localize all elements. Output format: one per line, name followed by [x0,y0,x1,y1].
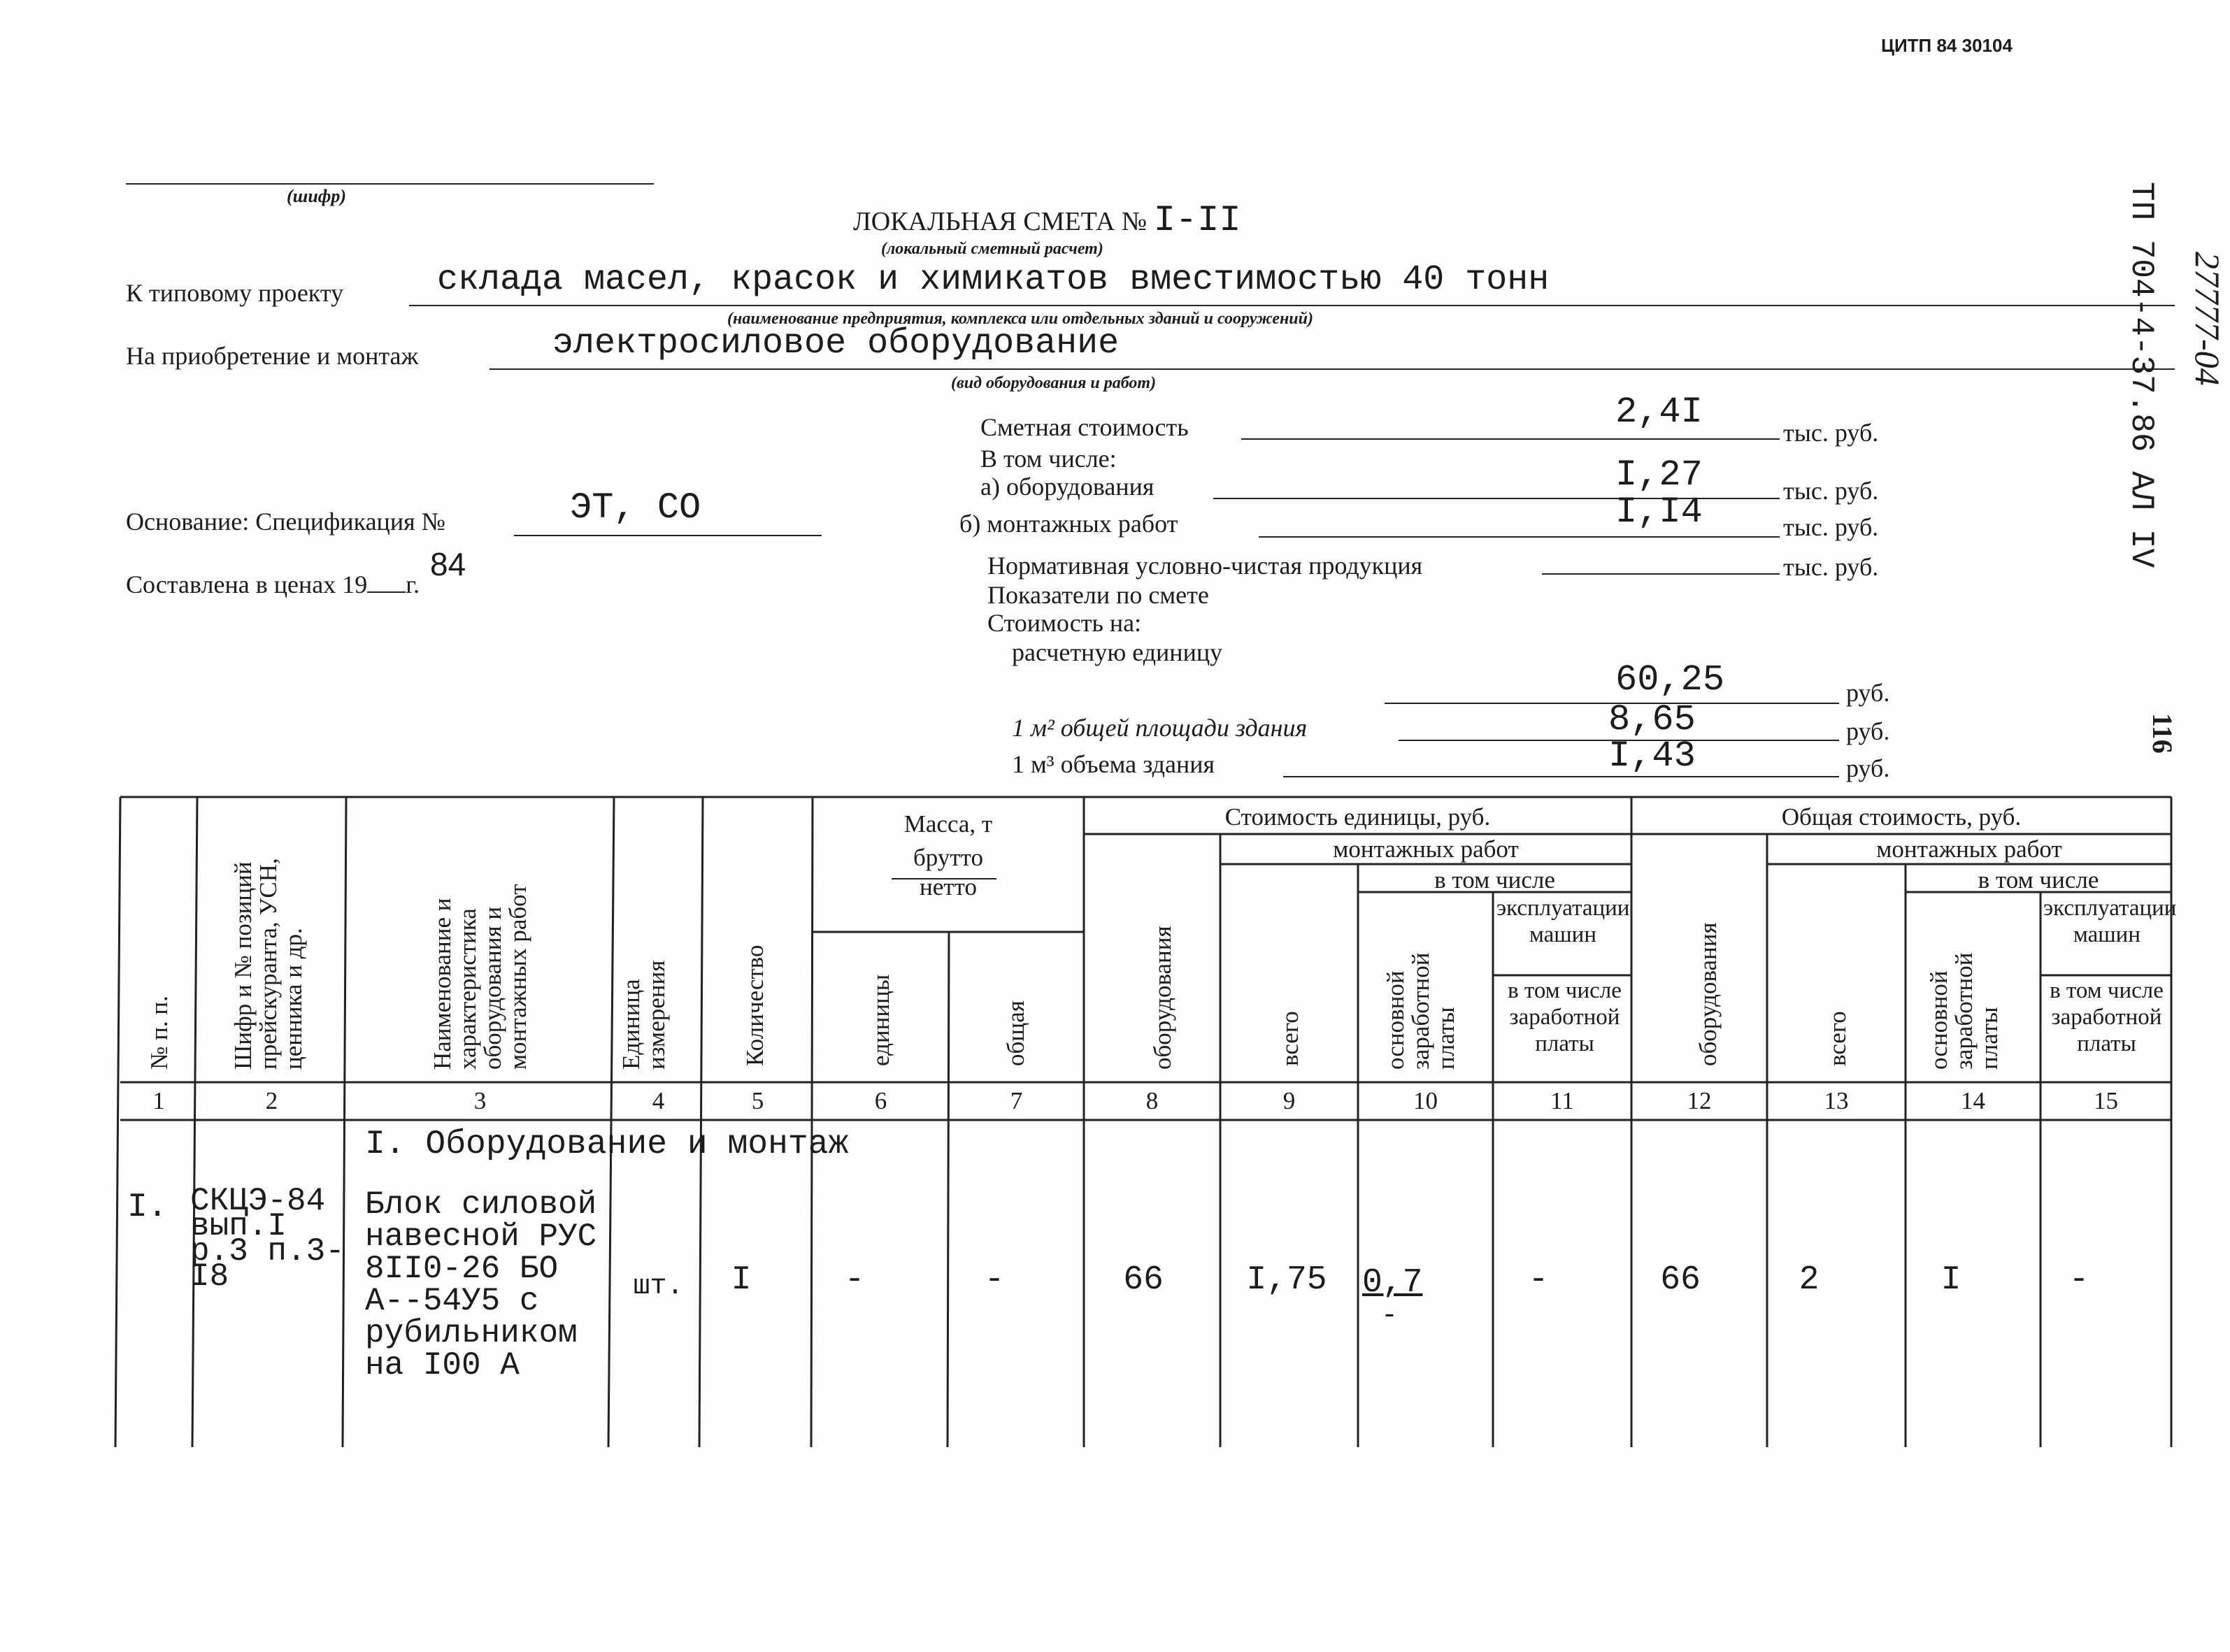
header-total-cost: Общая стоимость, руб. [1781,803,2022,831]
col-num: 5 [751,1087,764,1114]
basis-value: ЭТ, СО [570,487,701,529]
col-num: 9 [1282,1087,1296,1114]
header-c3: Наименование и характеристика оборудования и монтажных работ [429,884,531,1070]
header-total-install: монтажных работ [1876,835,2062,863]
purchase-value: электросиловое оборудование [552,324,1120,364]
row-total-wage: I [1940,1261,1961,1299]
volume-label: 1 м³ объема здания [1012,750,1215,778]
project-value: склада масел, красок и химикатов вместимостью 40 тонн [437,260,1550,300]
equipment-value: I,27 [1615,454,1703,496]
row-unit-install: I,75 [1246,1261,1327,1299]
header-c1: № п. п. [145,996,173,1070]
header-c5: Количество [741,944,769,1066]
row-total-equip: 66 [1660,1261,1701,1299]
purchase-label: На приобретение и монтаж [126,342,419,370]
col-num: 15 [2094,1087,2118,1114]
title-prefix: ЛОКАЛЬНАЯ СМЕТА № [853,207,1148,236]
volume-rub: руб. [1846,754,1890,782]
header-c7: общая [1002,1000,1029,1066]
header-c11-bottom: в том числе заработной платы [1508,978,1622,1056]
install-label: б) монтажных работ [959,510,1178,538]
row-qty: I [731,1261,752,1299]
col-num: 7 [1010,1087,1023,1114]
install-unit: тыс. руб. [1783,513,1879,541]
header-total-incl: в том числе [1978,866,2099,893]
header-c2: Шифр и № позиций прейскуранта, УСН, ценника и др. [229,858,307,1070]
row-unit-wage-sub: - [1381,1300,1399,1332]
section-title: I. Оборудование и монтаж [365,1126,849,1163]
col-num: 1 [152,1087,165,1114]
header-c15-top: эксплуатации машин [2043,896,2177,947]
unit-rub: руб. [1846,679,1890,707]
code-ref: ЦИТП 84 30104 [1881,35,2013,56]
normative-label: Нормативная условно-чистая продукция [987,552,1423,580]
volume-value: I,43 [1608,735,1696,777]
unit-label: расчетную единицу [1012,638,1223,666]
header-c9: всего [1276,1011,1303,1066]
page-subtitle: (локальный сметный расчет) [881,240,1103,258]
col-num: 13 [1824,1087,1849,1114]
prices-label-a: Составлена в ценах 19 [126,570,368,598]
normative-unit: тыс. руб. [1783,553,1879,581]
header-c10: основной заработной платы [1382,952,1459,1070]
estimate-value: 2,4I [1615,392,1703,433]
side-handwritten: 27777-04 [2188,252,2227,386]
row-total-machines: - [2068,1261,2089,1299]
row-code: СКЦЭ-84 вып.I р.3 п.3-I8 [190,1183,345,1295]
header-c15-bottom: в том числе заработной платы [2050,978,2164,1056]
row-mass-total: - [984,1261,1005,1299]
area-label: 1 м² общей площади здания [1012,714,1308,742]
equipment-label: а) оборудования [980,473,1155,501]
row-name: Блок силовой навесной РУС 8II0-26 БО А--54У5 с рубильником на I00 А [365,1186,597,1384]
header-unit-install: монтажных работ [1333,835,1519,863]
prices-label-b: г. [406,570,420,598]
unit-value: 60,25 [1615,659,1725,701]
title-number: I-II [1153,200,1241,241]
col-num: 6 [874,1087,887,1114]
header-c6: единицы [867,974,894,1066]
row-mass-unit: - [844,1261,865,1299]
header-c12: оборудования [1694,922,1722,1066]
basis-label: Основание: Спецификация № [126,508,445,536]
row-unit-wage: 0,7 [1362,1264,1423,1302]
area-rub: руб. [1846,717,1890,745]
side-project-label: ТП 704-4-37.86 АЛ IV [2123,182,2159,568]
col-num: 11 [1550,1087,1574,1114]
col-num: 4 [652,1087,665,1114]
purchase-caption: (вид оборудования и работ) [951,374,1157,392]
project-label: К типовому проекту [126,279,344,307]
including-label: В том числе: [980,445,1117,473]
cost-per-label: Стоимость на: [987,609,1142,637]
header-c13: всего [1824,1011,1851,1066]
estimate-label: Сметная стоимость [980,413,1189,441]
install-value: I,I4 [1615,491,1703,533]
project-caption: (наименование предприятия, комплекса или отдельных зданий и сооружений) [727,310,1313,328]
col-num: 12 [1687,1087,1712,1114]
indicators-label: Показатели по смете [987,581,1209,609]
area-value: 8,65 [1608,699,1696,740]
col-num: 14 [1961,1087,1985,1114]
row-num: I. [127,1188,168,1226]
col-num: 3 [473,1087,487,1114]
header-c4: Единица измерения [617,960,670,1070]
row-unit-equip: 66 [1123,1261,1164,1299]
header-unit-incl: в том числе [1434,866,1555,893]
estimate-unit: тыс. руб. [1783,419,1879,447]
row-total-install: 2 [1799,1261,1820,1299]
page-number: 116 [2147,713,2178,754]
col-num: 2 [265,1087,278,1114]
header-c14: основной заработной платы [1925,952,2003,1070]
col-num: 8 [1145,1087,1159,1114]
col-num: 10 [1413,1087,1438,1114]
equipment-unit: тыс. руб. [1783,477,1879,505]
row-unit: шт. [633,1271,684,1302]
header-unit-cost: Стоимость единицы, руб. [1224,803,1491,831]
header-mass: Масса, т брутто нетто [903,810,993,900]
prices-year: 84 [430,546,466,582]
header-c11-top: эксплуатации машин [1496,896,1630,947]
cipher-caption: (шифр) [287,186,347,206]
header-c8: оборудования [1149,926,1176,1070]
row-unit-machines: - [1528,1261,1549,1299]
